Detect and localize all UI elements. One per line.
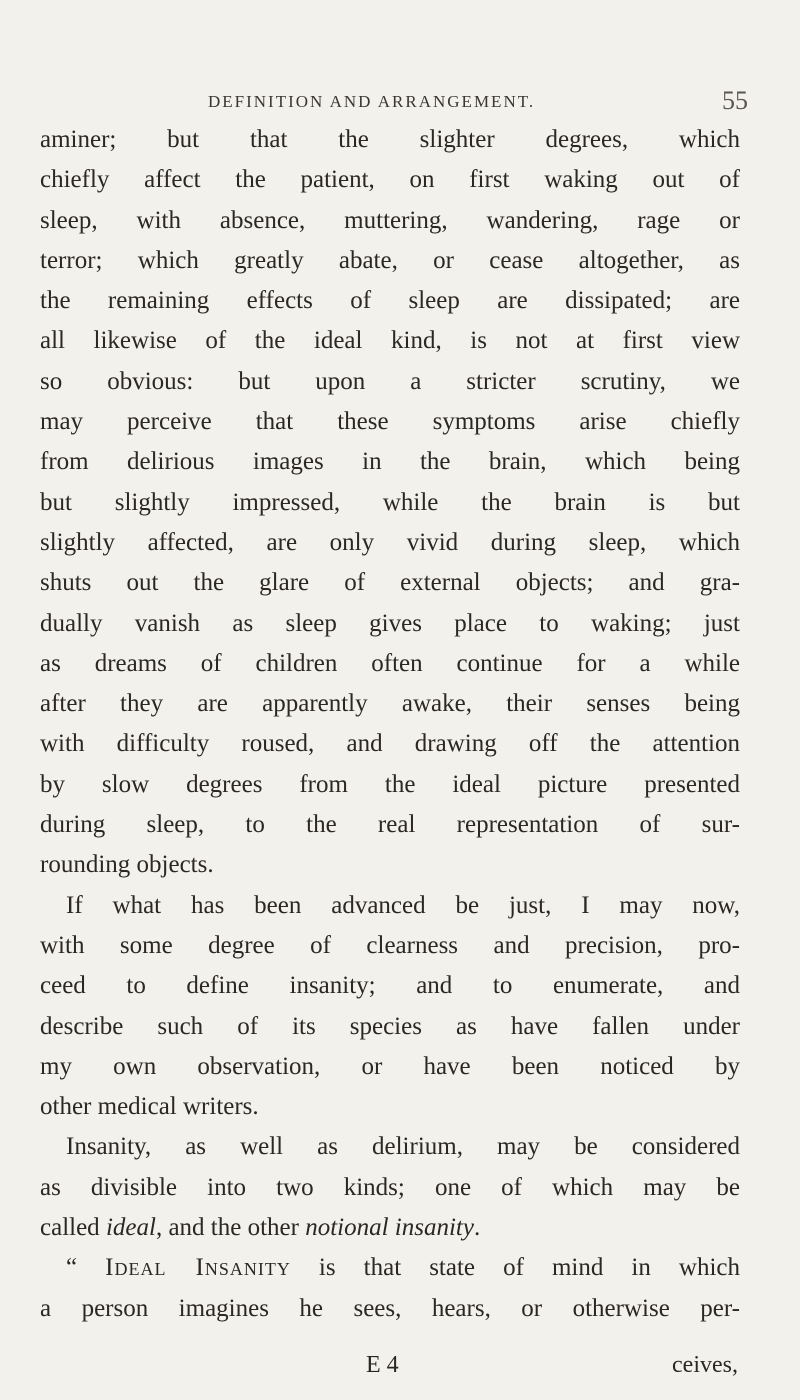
paragraph-end-line: other medical writers.: [40, 1093, 259, 1121]
text-line: after they are apparently awake, their senses being: [40, 690, 740, 718]
text-line: the remaining effects of sleep are dissipated; are: [40, 287, 740, 315]
text-run: , and the other: [155, 1214, 306, 1242]
text-line: as dreams of children often continue for a while: [40, 649, 740, 677]
text-line: describe such of its species as have fallen under: [40, 1012, 740, 1040]
text-line: may perceive that these symptoms arise chiefly: [40, 408, 740, 436]
text-line: aminer; but that the slighter degrees, which: [40, 126, 740, 153]
text-run: called: [40, 1214, 106, 1242]
page-header: [0, 82, 800, 122]
catchword: ceives,: [672, 1352, 738, 1378]
defined-term: Ideal Insanity: [105, 1254, 291, 1282]
paragraph-start-line: If what has been advanced be just, I may now,: [66, 891, 740, 919]
body-text: [40, 120, 740, 1329]
text-line: my own observation, or have been noticed by: [40, 1052, 740, 1080]
text-line: so obvious: but upon a stricter scrutiny, we: [40, 367, 740, 395]
italic-term-ideal: ideal: [105, 1214, 156, 1242]
page-footer: [40, 1352, 740, 1388]
text-line: ceed to define insanity; and to enumerate, and: [40, 972, 740, 1000]
text-line: slightly affected, are only vivid during sleep, which: [40, 528, 740, 556]
text-line: dually vanish as sleep gives place to waking; just: [40, 609, 740, 637]
text-run: .: [473, 1214, 481, 1242]
text-line: as divisible into two kinds; one of which may be: [40, 1173, 740, 1201]
text-line: a person imagines he sees, hears, or otherwise per-: [40, 1294, 740, 1322]
paragraph-end-line: rounding objects.: [40, 851, 214, 879]
open-quote: “: [66, 1254, 106, 1282]
paragraph-start-line: [40, 1248, 740, 1288]
text-line: all likewise of the ideal kind, is not at first view: [40, 327, 740, 355]
paragraph-start-line: Insanity, as well as delirium, may be considered: [66, 1133, 740, 1161]
text-line: with difficulty roused, and drawing off the attention: [40, 730, 740, 758]
text-line: sleep, with absence, muttering, wandering, rage or: [40, 206, 740, 234]
text-line: shuts out the glare of external objects; and gra-: [40, 569, 740, 597]
running-head: DEFINITION AND ARRANGEMENT.: [208, 92, 536, 111]
text-line: during sleep, to the real representation of sur-: [40, 811, 740, 839]
signature-mark: E 4: [366, 1352, 399, 1378]
text-line: from delirious images in the brain, which being: [40, 448, 740, 476]
italic-term-notional-insanity: notional insanity: [305, 1214, 474, 1242]
text-line: chiefly affect the patient, on first waking out of: [40, 166, 740, 194]
text-run: is that state of mind in which: [290, 1254, 740, 1282]
text-line: by slow degrees from the ideal picture presented: [40, 770, 740, 798]
text-line: with some degree of clearness and precision, pro-: [40, 931, 740, 959]
text-line: but slightly impressed, while the brain is but: [40, 488, 740, 516]
paragraph-end-line: [40, 1208, 740, 1248]
page-number: 55: [722, 86, 748, 115]
text-line: terror; which greatly abate, or cease altogether, as: [40, 246, 740, 274]
